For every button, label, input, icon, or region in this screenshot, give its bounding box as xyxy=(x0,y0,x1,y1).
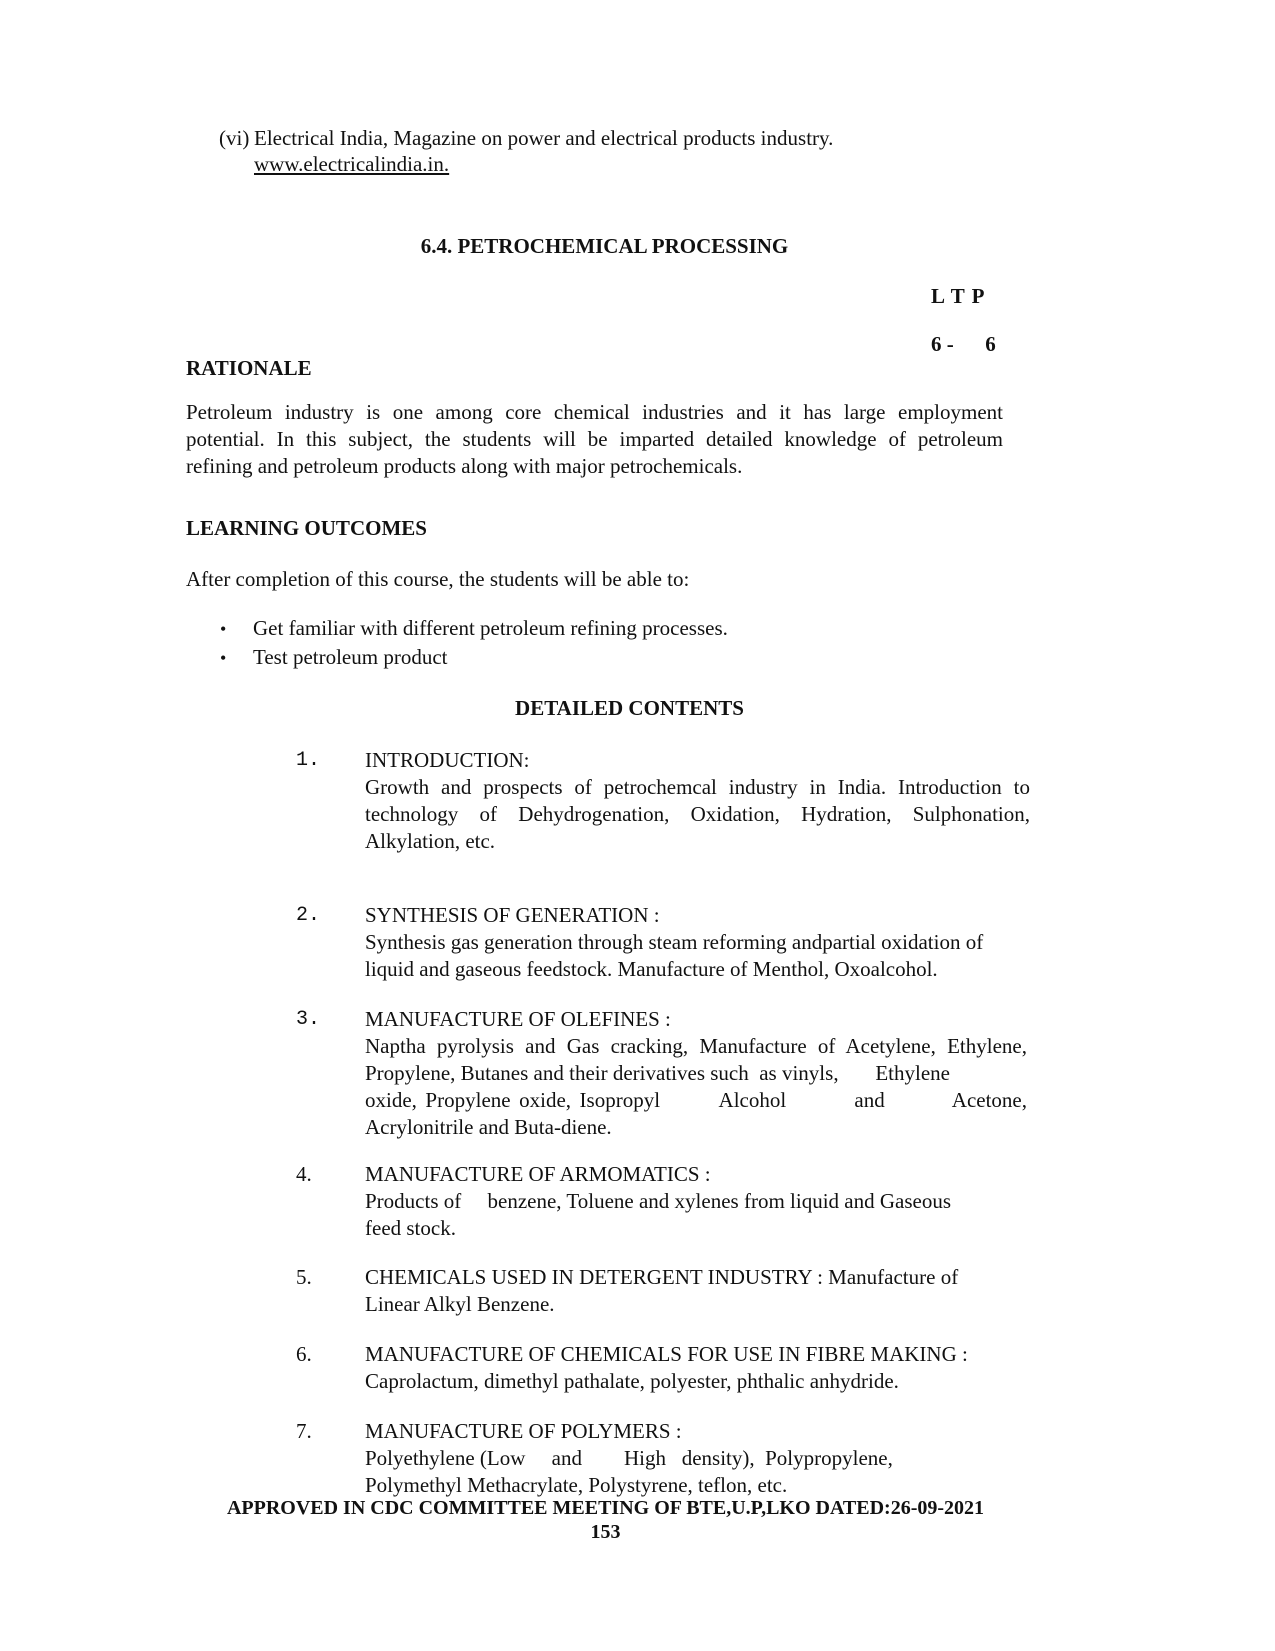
section-title: 6.4. PETROCHEMICAL PROCESSING xyxy=(420,234,789,258)
item-number: 4. xyxy=(296,1162,312,1186)
item-line: Propylene, Butanes and their derivatives such as vinyls, Ethylene xyxy=(365,1061,950,1085)
content-item xyxy=(365,1161,1030,1242)
content-item xyxy=(365,1418,1030,1499)
content-item xyxy=(365,747,1030,855)
bullet-icon: • xyxy=(220,648,227,668)
item-line: Polymethyl Methacrylate, Polystyrene, teflon, etc. xyxy=(365,1473,788,1497)
item-number: 6. xyxy=(296,1342,312,1366)
learning-outcomes-heading: LEARNING OUTCOMES xyxy=(186,516,427,540)
item-line: Growth and prospects of petrochemcal industry in India. Introduction to xyxy=(365,775,1030,799)
item-line: oxide, Propylene oxide, Isopropyl Alcohol and Acetone, xyxy=(365,1088,1027,1112)
item-line: Products of benzene, Toluene and xylenes from liquid and Gaseous xyxy=(365,1189,952,1213)
item-number: 7. xyxy=(296,1419,312,1443)
item-line: Caprolactum, dimethyl pathalate, polyester, phthalic anhydride. xyxy=(365,1369,899,1393)
item-title: MANUFACTURE OF OLEFINES : xyxy=(365,1007,671,1031)
item-line: Linear Alkyl Benzene. xyxy=(365,1292,555,1316)
item-line: liquid and gaseous feedstock. Manufacture of Menthol, Oxoalcohol. xyxy=(365,957,938,981)
item-line: technology of Dehydrogenation, Oxidation, Hydration, Sulphonation, xyxy=(365,802,1030,826)
item-line: feed stock. xyxy=(365,1216,456,1240)
rationale-heading: RATIONALE xyxy=(186,356,312,380)
item-title: SYNTHESIS OF GENERATION : xyxy=(365,903,660,927)
learning-outcomes-intro: After completion of this course, the students will be able to: xyxy=(186,567,690,591)
content-item xyxy=(365,1341,1030,1395)
item-number: 3. xyxy=(296,1008,321,1031)
outcome-item: Get familiar with different petroleum refining processes. xyxy=(253,616,728,640)
item-title: INTRODUCTION: xyxy=(365,748,530,772)
reference-text: Electrical India, Magazine on power and electrical products industry. xyxy=(254,126,834,150)
item-title: MANUFACTURE OF ARMOMATICS : xyxy=(365,1162,711,1186)
item-title: MANUFACTURE OF CHEMICALS FOR USE IN FIBRE MAKING : xyxy=(365,1342,968,1366)
rationale-body xyxy=(186,399,1003,480)
item-title: CHEMICALS USED IN DETERGENT INDUSTRY : Manufacture of xyxy=(365,1265,959,1289)
outcome-item: Test petroleum product xyxy=(253,645,448,669)
approval-footer: APPROVED IN CDC COMMITTEE MEETING OF BTE,U.P,LKO DATED:26-09-2021 xyxy=(226,1497,985,1519)
bullet-icon: • xyxy=(220,619,227,639)
ltp-values: 6 - 6 xyxy=(931,332,996,356)
item-line: Acrylonitrile and Buta-diene. xyxy=(365,1115,612,1139)
page-number: 153 xyxy=(590,1521,621,1543)
item-number: 5. xyxy=(296,1265,312,1289)
item-line: Alkylation, etc. xyxy=(365,829,496,853)
ltp-header: L T P xyxy=(931,284,985,308)
rationale-line: refining and petroleum products along with major petrochemicals. xyxy=(186,454,743,478)
item-line: Naptha pyrolysis and Gas cracking, Manufacture of Acetylene, Ethylene, xyxy=(365,1034,1027,1058)
rationale-line: Petroleum industry is one among core chemical industries and it has large employment xyxy=(186,400,1003,424)
reference-marker: (vi) xyxy=(219,126,250,150)
content-item xyxy=(365,1264,1030,1318)
item-line: Synthesis gas generation through steam reforming andpartial oxidation of xyxy=(365,930,984,954)
detailed-contents-heading: DETAILED CONTENTS xyxy=(515,696,744,720)
content-item xyxy=(365,902,1030,983)
rationale-line: potential. In this subject, the students will be imparted detailed knowledge of petroleum xyxy=(186,427,1003,451)
item-number: 1. xyxy=(296,749,321,772)
item-title: MANUFACTURE OF POLYMERS : xyxy=(365,1419,682,1443)
item-number: 2. xyxy=(296,904,321,927)
reference-url[interactable]: www.electricalindia.in. xyxy=(254,152,450,176)
item-line: Polyethylene (Low and High density), Polypropylene, xyxy=(365,1446,893,1470)
content-item xyxy=(365,1006,1027,1141)
